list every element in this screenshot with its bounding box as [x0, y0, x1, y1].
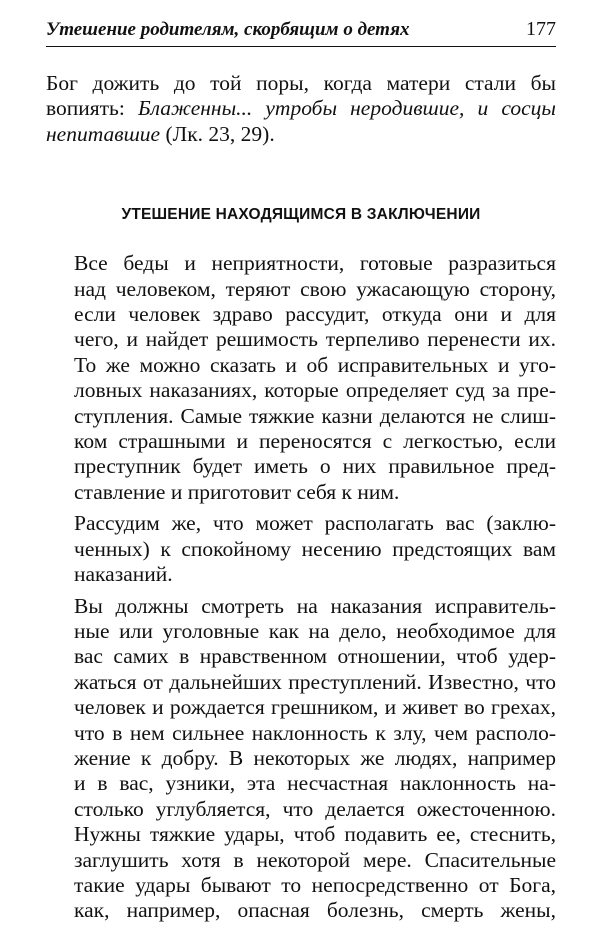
text-line: вас самих в нравственном отношении, чтоб удер-: [74, 644, 556, 669]
text-line: и в вас, узники, эта несчастная наклонность на-: [74, 771, 556, 796]
text-line: если человек здраво рассудит, откуда они и для: [74, 302, 556, 327]
quote-fragment: непитавшие: [46, 121, 161, 146]
text-line: Вы должны смотреть на наказания исправитель-: [74, 593, 556, 618]
text-line: [46, 122, 556, 147]
text-line: человек и рождается грешником, и живет во грехах,: [74, 695, 556, 720]
paragraph: [46, 251, 556, 505]
text-line: Все беды и неприятности, готовые разразиться: [74, 251, 556, 276]
text-line: заглушить хотя в некоторой мере. Спасительные: [74, 847, 556, 872]
text-line: наказаний.: [74, 562, 173, 587]
text-line: жение к добру. В некоторых же людях, например: [74, 745, 556, 770]
header-rule: [46, 46, 556, 47]
text-line: ступления. Самые тяжкие казни делаются не слиш-: [74, 403, 556, 428]
page-number: 177: [526, 18, 556, 40]
paragraph: [46, 511, 556, 587]
paragraph: [46, 594, 556, 924]
section-body: [46, 251, 556, 924]
text-line: Рассудим же, что может располагать вас (заклю-: [74, 511, 556, 536]
text-line: То же можно сказать и об исправительных и уго-: [74, 352, 556, 377]
text-line: жаться от дальнейших преступлений. Известно, что: [74, 669, 556, 694]
text-line: [46, 96, 556, 121]
text-line: столько углубляется, что делается ожесточенною.: [74, 796, 556, 821]
text-line: ные или уголовные как на дело, необходимое для: [74, 618, 556, 643]
running-title: Утешение родителям, скорбящим о детях: [46, 19, 410, 40]
text-line: ком страшными и переносятся с легкостью, если: [74, 429, 556, 454]
section-heading: УТЕШЕНИЕ НАХОДЯЩИМСЯ В ЗАКЛЮЧЕНИИ: [121, 206, 481, 224]
text-line: что в нем сильнее наклонность к злу, чем располо-: [74, 720, 556, 745]
quote-fragment: Блаженны... утробы неродившие, и сосцы: [137, 96, 556, 121]
text-line: Нужны тяжкие удары, чтоб подавить ее, стеснить,: [74, 822, 556, 847]
book-page: [46, 18, 556, 924]
intro-paragraph: [46, 71, 556, 147]
text-line: над человеком, теряют свою ужасающую сторону,: [74, 276, 556, 301]
text-line: преступник будет иметь о них правильное пред-: [74, 454, 556, 479]
text-line: такие удары бывают то непосредственно от Бога,: [74, 872, 556, 897]
text-line: ченных) к спокойному несению предстоящих вам: [74, 536, 556, 561]
running-header: [46, 18, 556, 44]
text-line: Бог дожить до той поры, когда матери стали бы: [46, 71, 556, 95]
text-line: как, например, опасная болезнь, смерть жены,: [74, 898, 556, 923]
text-line: ставление и приготовит себя к ним.: [74, 479, 400, 504]
citation: (Лк. 23, 29).: [160, 121, 275, 146]
text-line: ловных наказаниях, которые определяет суд за пре-: [74, 378, 556, 403]
text-fragment: вопиять:: [46, 96, 138, 121]
text-line: чего, и найдет решимость терпеливо перенести их.: [74, 327, 556, 352]
